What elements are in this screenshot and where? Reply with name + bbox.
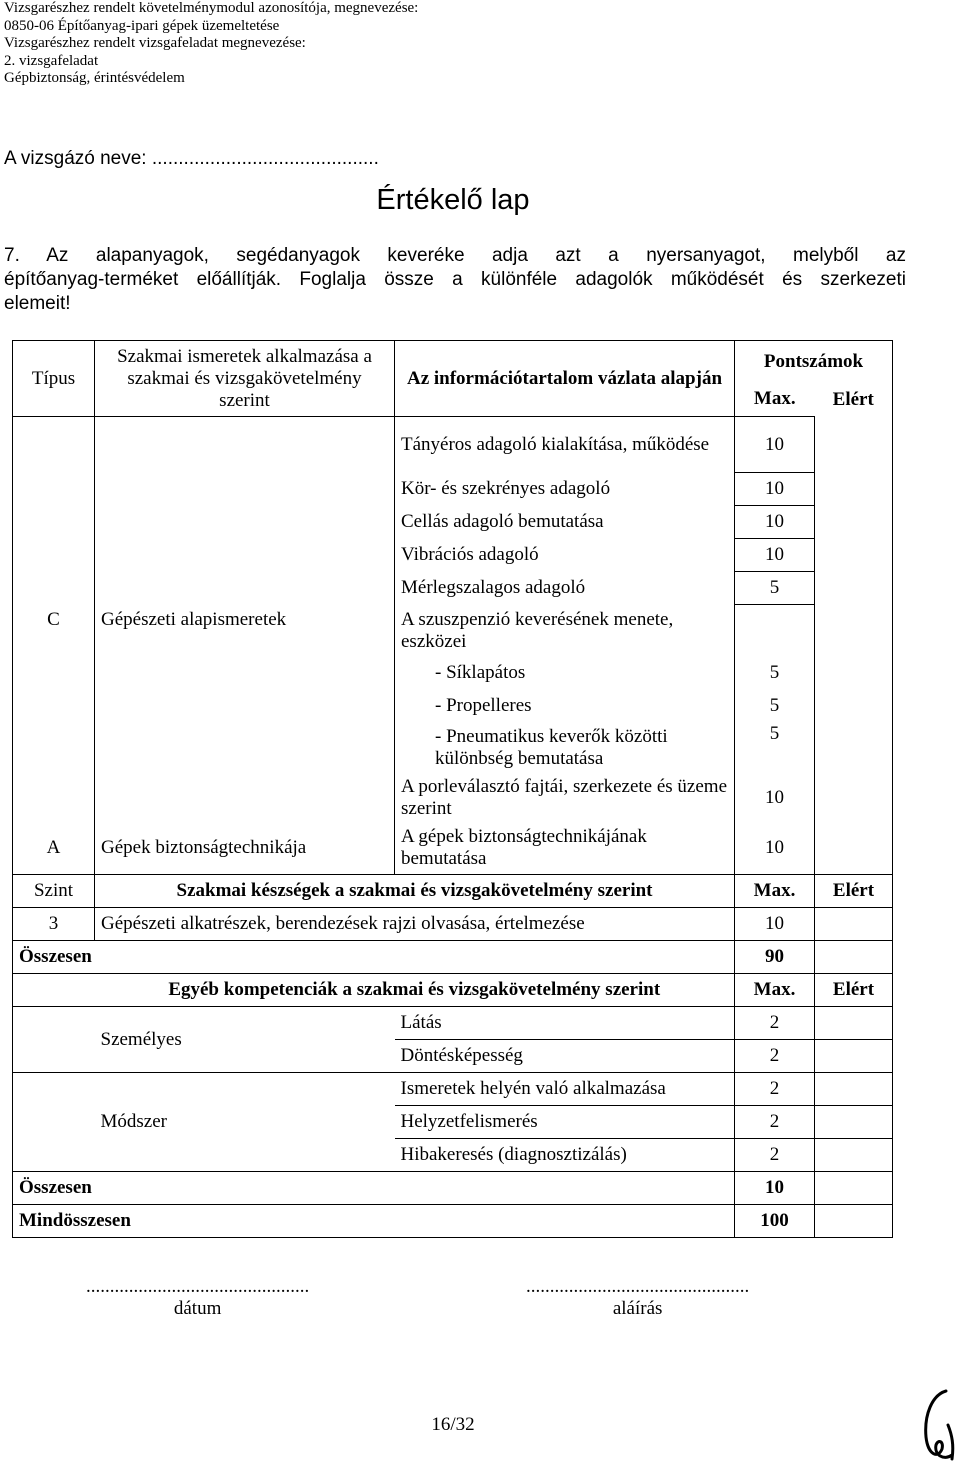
item-elert — [815, 605, 893, 657]
competency-max: 2 — [735, 1106, 815, 1139]
item-text: Vibrációs adagoló — [395, 539, 735, 572]
item-text: - Síklapátos — [395, 657, 735, 690]
header-line: Vizsgarészhez rendelt vizsgafeladat megnevezése: — [4, 35, 306, 51]
competency-max: 2 — [735, 1007, 815, 1040]
section-a-name: Gépek biztonságtechnikája — [95, 823, 395, 875]
competency-text: Ismeretek helyén való alkalmazása — [395, 1073, 735, 1106]
col-header-elert: Elért — [815, 383, 893, 417]
item-max: 10 — [735, 473, 815, 506]
item-text: Kör- és szekrényes adagoló — [395, 473, 735, 506]
signature-dots: ............................................... — [526, 1276, 750, 1297]
item-elert — [815, 473, 893, 506]
item-elert — [815, 657, 893, 690]
competency-max: 2 — [735, 1073, 815, 1106]
other-title: Egyéb kompetenciák a szakmai és vizsgakövetelmény szerint — [95, 974, 735, 1007]
skills-text: Gépészeti alkatrészek, berendezések rajzi olvasása, értelmezése — [95, 908, 735, 941]
item-max: 10 — [735, 539, 815, 572]
item-elert — [815, 690, 893, 723]
item-elert — [815, 506, 893, 539]
handwritten-signature-mark — [918, 1385, 960, 1463]
grand-total-label: Mindösszesen — [13, 1205, 735, 1238]
grand-total-value: 100 — [735, 1205, 815, 1238]
signature-label: aláírás — [612, 1298, 663, 1319]
competency-max: 2 — [735, 1040, 815, 1073]
skills-szint-header: Szint — [13, 875, 95, 908]
grand-total-elert — [815, 1205, 893, 1238]
evaluation-table — [12, 340, 892, 1238]
other-max-header: Max. — [735, 974, 815, 1007]
skills-elert — [815, 908, 893, 941]
col-header-szakmai: Szakmai ismeretek alkalmazása a szakmai és vizsgakövetelmény szerint — [95, 341, 395, 417]
date-signature-block — [86, 1276, 309, 1320]
total-elert — [815, 941, 893, 974]
competency-text: Döntésképesség — [395, 1040, 735, 1073]
competency-text: Látás — [395, 1007, 735, 1040]
task-line: elemeit! — [4, 293, 71, 314]
item-text: A porleválasztó fajtái, szerkezete és üzeme szerint — [395, 773, 735, 823]
section-c-name: Gépészeti alapismeretek — [95, 417, 395, 823]
item-elert — [815, 723, 893, 773]
col-header-max: Max. — [735, 383, 815, 417]
competency-elert — [815, 1007, 893, 1040]
competency-elert — [815, 1139, 893, 1172]
item-max: 10 — [735, 506, 815, 539]
skills-max: 10 — [735, 908, 815, 941]
task-line: 7. Az alapanyagok, segédanyagok keveréke adja azt a nyersanyagot, melyből az — [4, 245, 906, 266]
item-text: - Pneumatikus keverők közötti különbség bemutatása — [395, 723, 735, 773]
item-max: 5 — [735, 690, 815, 723]
signature-block — [526, 1276, 749, 1320]
item-text: - Propelleres — [395, 690, 735, 723]
item-text: A szuszpenzió keverésének menete, eszközei — [395, 605, 735, 657]
item-text: Mérlegszalagos adagoló — [395, 572, 735, 605]
page-title: Értékelő lap — [376, 184, 530, 216]
competency-text: Helyzetfelismerés — [395, 1106, 735, 1139]
total-label: Összesen — [13, 941, 735, 974]
item-elert — [815, 539, 893, 572]
skills-max-header: Max. — [735, 875, 815, 908]
total-value: 90 — [735, 941, 815, 974]
item-max — [735, 605, 815, 657]
competency-elert — [815, 1040, 893, 1073]
header-line: Gépbiztonság, érintésvédelem — [4, 70, 185, 86]
examinee-name-line: A vizsgázó neve: ........................................... — [4, 148, 379, 169]
date-dots: ............................................... — [86, 1276, 310, 1297]
task-description — [4, 244, 906, 316]
total-label: Összesen — [13, 1172, 735, 1205]
item-elert — [815, 823, 893, 875]
col-header-pontszamok: Pontszámok — [735, 341, 893, 383]
header-line: 2. vizsgafeladat — [4, 52, 99, 69]
item-max: 10 — [735, 823, 815, 875]
item-max: 10 — [735, 417, 815, 473]
competency-elert — [815, 1106, 893, 1139]
item-max: 10 — [735, 773, 815, 823]
item-text: Tányéros adagoló kialakítása, működése — [395, 417, 735, 473]
item-text: A gépek biztonságtechnikájának bemutatása — [395, 823, 735, 875]
competency-max: 2 — [735, 1139, 815, 1172]
other-elert-header: Elért — [815, 974, 893, 1007]
header-line: Vizsgarészhez rendelt követelménymodul azonosítója, megnevezése: — [4, 0, 419, 16]
skills-szint: 3 — [13, 908, 95, 941]
item-elert — [815, 572, 893, 605]
competency-text: Hibakeresés (diagnosztizálás) — [395, 1139, 735, 1172]
task-line: építőanyag-terméket előállítják. Foglalja össze a különféle adagolók működését és szerkezeti — [4, 269, 906, 290]
section-a-tipus: A — [13, 823, 95, 875]
total-elert — [815, 1172, 893, 1205]
competency-group-modszer: Módszer — [95, 1073, 395, 1172]
item-max: 5 — [735, 723, 815, 773]
item-elert — [815, 417, 893, 473]
competency-group-szemelyes: Személyes — [95, 1007, 395, 1073]
item-max: 5 — [735, 572, 815, 605]
section-c-tipus: C — [13, 417, 95, 823]
header-line: 0850-06 Építőanyag-ipari gépek üzemeltetése — [4, 17, 280, 34]
item-text: Cellás adagoló bemutatása — [395, 506, 735, 539]
skills-title: Szakmai készségek a szakmai és vizsgakövetelmény szerint — [95, 875, 735, 908]
document-header — [4, 0, 418, 88]
date-label: dátum — [173, 1298, 222, 1319]
total-value: 10 — [735, 1172, 815, 1205]
competency-elert — [815, 1073, 893, 1106]
item-elert — [815, 773, 893, 823]
page-number: 16/32 — [431, 1414, 475, 1435]
item-max: 5 — [735, 657, 815, 690]
col-header-info: Az információtartalom vázlata alapján — [395, 341, 735, 417]
col-header-tipus: Típus — [13, 341, 95, 417]
skills-elert-header: Elért — [815, 875, 893, 908]
